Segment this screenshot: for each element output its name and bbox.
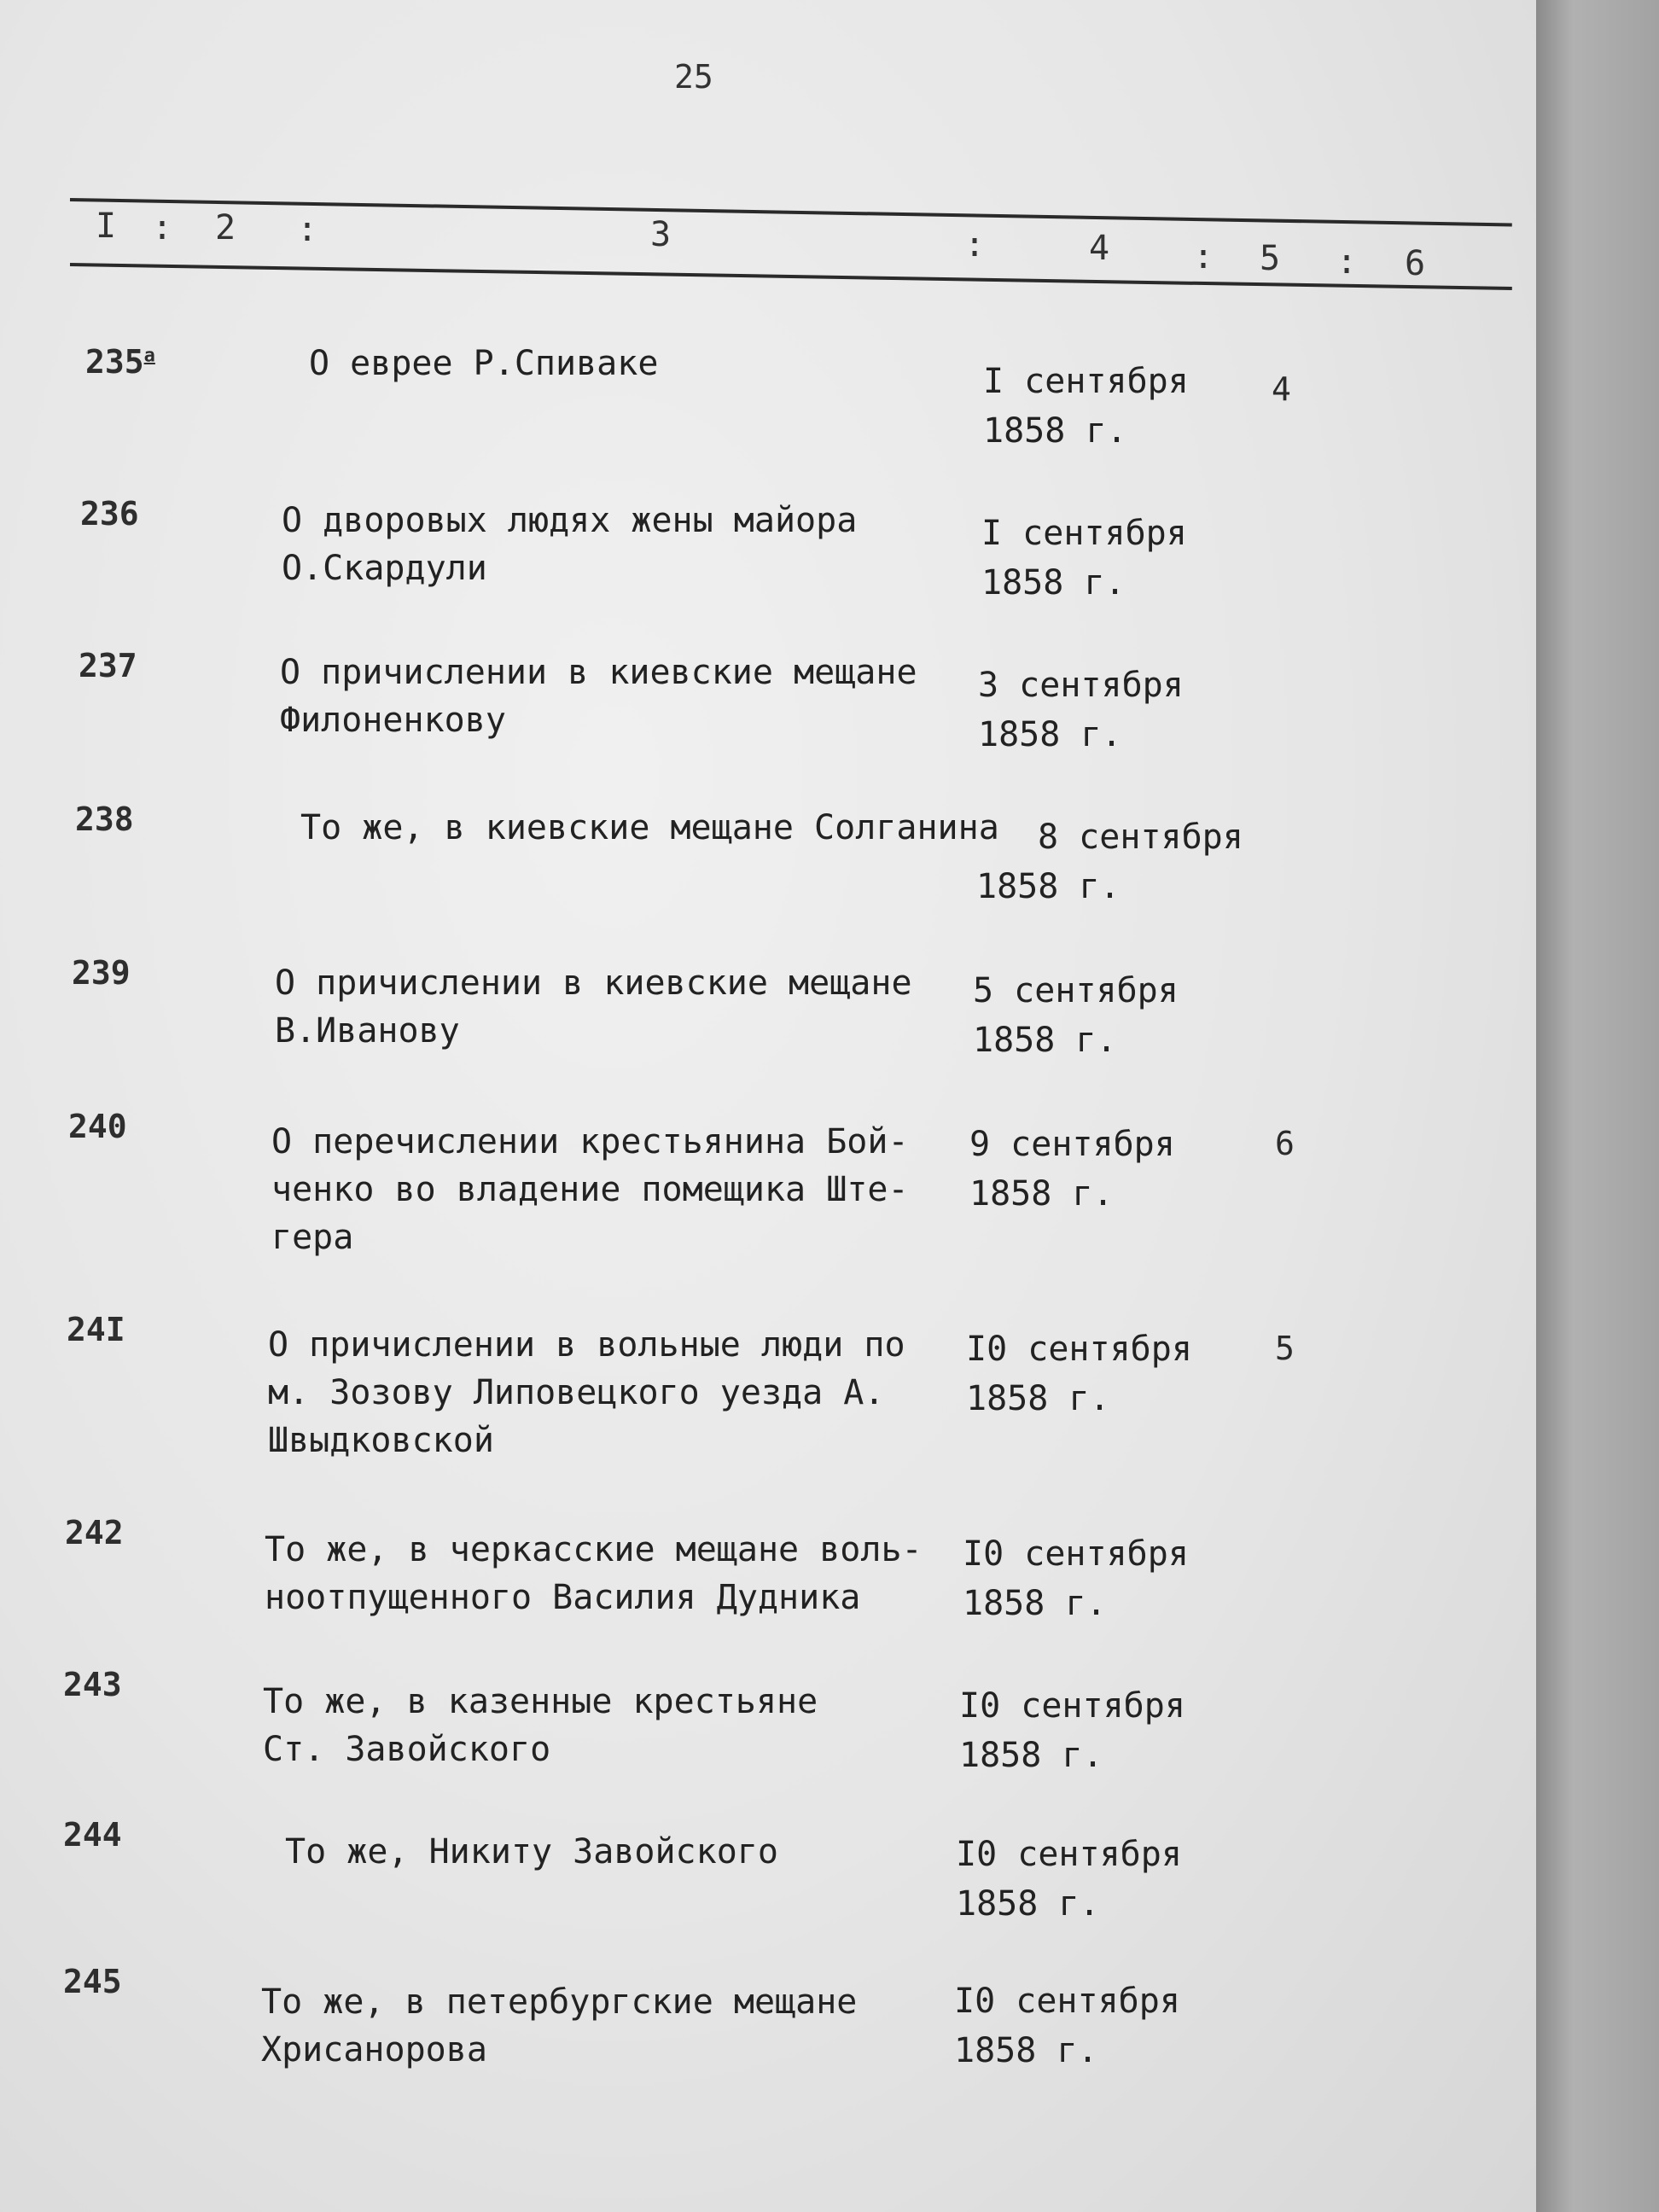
entry-date: I сентября 1858 г. bbox=[983, 362, 1189, 451]
entry-number: 240 bbox=[68, 1108, 127, 1145]
entry-number: 239 bbox=[72, 954, 131, 992]
entry-description: О причислении в киевские мещане В.Иванову bbox=[275, 963, 912, 1051]
column-header-5: 5 bbox=[1260, 239, 1281, 278]
entry-description: То же, в петербургские мещане Хрисанорова bbox=[261, 1982, 858, 2069]
entry-sheet-count: 5 bbox=[1275, 1330, 1295, 1367]
entry-date: I0 сентября 1858 г. bbox=[966, 1330, 1192, 1418]
entry-description: О причислении в киевские мещане Филоненкову bbox=[280, 653, 917, 740]
entry-date: I0 сентября 1858 г. bbox=[959, 1686, 1185, 1775]
column-header-1: I bbox=[96, 207, 117, 246]
entry-number: 243 bbox=[63, 1666, 122, 1703]
column-separator: : bbox=[297, 210, 318, 249]
entry-date: 9 сентября 1858 г. bbox=[969, 1125, 1175, 1214]
entry-description: О еврее Р.Спиваке bbox=[309, 344, 659, 383]
entry-description: То же, в черкасские мещане воль- ноотпущенного Василия Дудника bbox=[265, 1530, 923, 1617]
entry-number: 245 bbox=[63, 1963, 122, 2000]
entry-number-text: 235 bbox=[85, 343, 144, 381]
column-separator: : bbox=[152, 208, 173, 247]
page-number: 25 bbox=[674, 58, 713, 96]
entry-date: I0 сентября 1858 г. bbox=[963, 1534, 1189, 1623]
entry-number-letter: а bbox=[143, 345, 155, 367]
entry-number: 24I bbox=[67, 1311, 125, 1348]
column-separator: : bbox=[964, 225, 986, 265]
entry-number bbox=[85, 343, 155, 381]
page-edge-shadow bbox=[1536, 0, 1659, 2212]
column-separator: : bbox=[1193, 237, 1214, 276]
column-header-2: 2 bbox=[215, 208, 236, 247]
entry-date: I0 сентября 1858 г. bbox=[954, 1982, 1180, 2070]
entry-description: То же, в киевские мещане Солганина bbox=[300, 808, 999, 847]
header-rule-top bbox=[70, 198, 1512, 226]
column-header-3: 3 bbox=[650, 215, 672, 254]
header-rule-bottom bbox=[70, 263, 1512, 290]
entry-sheet-count: 6 bbox=[1275, 1125, 1295, 1162]
entry-number: 236 bbox=[80, 495, 139, 533]
entry-date: I0 сентября 1858 г. bbox=[956, 1835, 1182, 1924]
column-header-6: 6 bbox=[1405, 244, 1426, 283]
entry-date: I сентября 1858 г. bbox=[981, 514, 1187, 602]
entry-description: То же, в казенные крестьяне Ст. Завойского bbox=[263, 1682, 818, 1769]
entry-description: О причислении в вольные люди по м. Зозову Липовецкого уезда А. Швыдковской bbox=[268, 1325, 905, 1460]
entry-description: То же, Никиту Завойского bbox=[285, 1832, 778, 1871]
entry-number: 242 bbox=[65, 1514, 124, 1551]
entry-number: 244 bbox=[63, 1816, 122, 1854]
entry-sheet-count: 4 bbox=[1272, 370, 1291, 408]
entry-date: 5 сентября 1858 г. bbox=[973, 971, 1179, 1060]
entry-description: О дворовых людях жены майора О.Скардули bbox=[282, 501, 858, 588]
entry-number: 238 bbox=[75, 800, 134, 838]
entry-date: 3 сентября 1858 г. bbox=[978, 666, 1184, 754]
entry-number: 237 bbox=[79, 647, 137, 684]
entry-description: О перечислении крестьянина Бой- ченко во владение помещика Ште- гера bbox=[271, 1122, 909, 1257]
entry-date: 8 сентября 1858 г. bbox=[976, 818, 1243, 906]
column-header-4: 4 bbox=[1089, 229, 1110, 268]
column-separator: : bbox=[1336, 242, 1358, 282]
